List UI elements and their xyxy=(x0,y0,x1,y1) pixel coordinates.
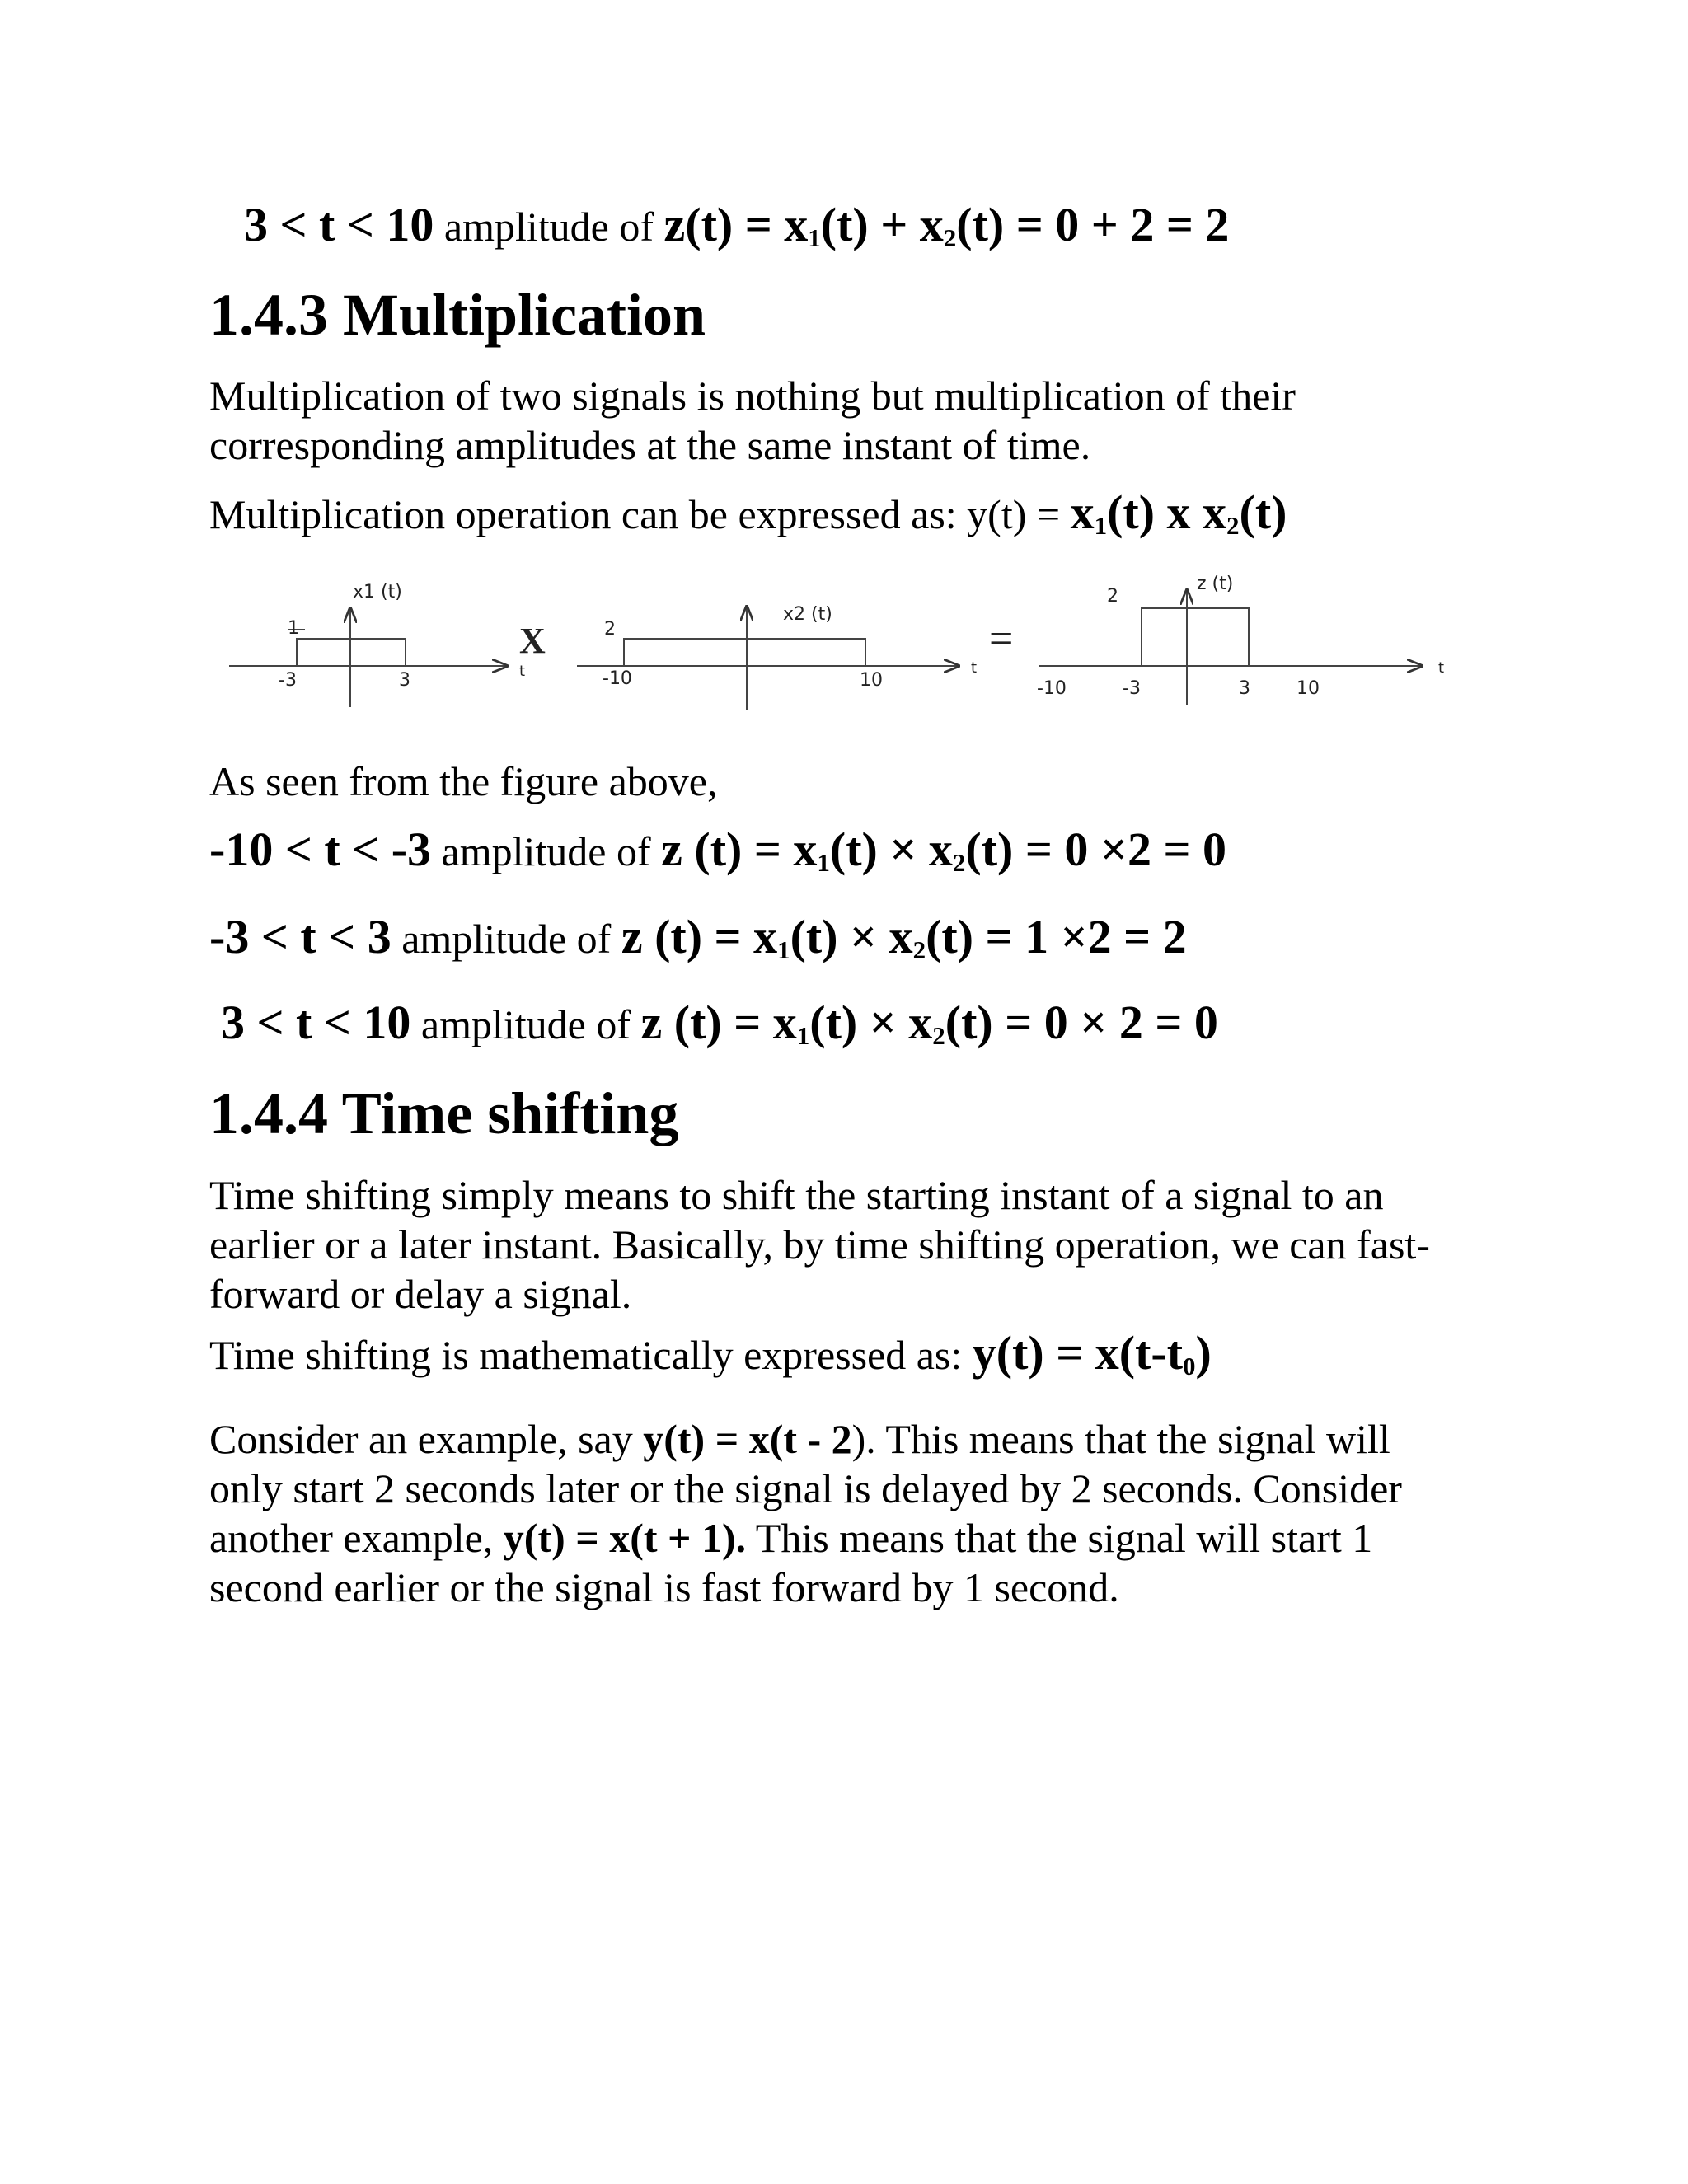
x2-label: x2 (t) xyxy=(783,604,832,625)
x1-label: x1 (t) xyxy=(353,582,402,602)
x1-amp-label: 1 xyxy=(288,618,299,639)
multiplication-expression: Multiplication operation can be expressed as: $y(t) = x_1(t)$ x $x_2(t)$ xyxy=(209,485,1287,540)
z-tick-neg3: -3 xyxy=(1123,678,1141,699)
x2-amp-label: 2 xyxy=(604,619,616,640)
case-line-3: 3 < t < 10 amplitude of z $(t) = x_1(t) \times x_2(t) = 0 \times 2 = 0$ xyxy=(221,996,1218,1050)
times-operator: X xyxy=(519,621,546,661)
z-tick-neg10: -10 xyxy=(1037,678,1067,699)
example-paragraph: Consider an example, say y(t) = x(t - 2). This means that the signal will only start 2 seconds later or the signal is delayed by 2 seconds. Consider another example, y(t) = x(t + 1). This means that the signal will start 1 second earlier or the signal is fast forward by 1 second. xyxy=(209,1416,1402,1610)
time-shifting-expression: Time shifting is mathematically expressed as: $y(t) = x(t-t_0)$ xyxy=(209,1326,1212,1380)
x1-tick-3: 3 xyxy=(399,670,410,691)
multiplication-figure xyxy=(0,560,1688,742)
heading-multiplication: 1.4.3 Multiplication xyxy=(209,282,706,348)
z-tick-3: 3 xyxy=(1239,678,1250,699)
x2-tick-10: 10 xyxy=(860,670,883,691)
heading-time-shifting: 1.4.4 Time shifting xyxy=(209,1080,679,1146)
z-tick-10: 10 xyxy=(1296,678,1320,699)
case-line-1: -10 < t < -3 amplitude of z $(t) = x_1(t) \times x_2(t) = 0 \times 2 = 0$ xyxy=(209,823,1226,877)
addition-result-line: 3 < t < 10 amplitude of $z(t) = x_1(t) + x_2(t) = 0 + 2 = 2$ xyxy=(244,198,1230,252)
x1-tick-neg3: -3 xyxy=(279,670,297,691)
x2-pulse xyxy=(624,639,865,666)
time-shifting-paragraph: Time shifting simply means to shift the starting instant of a signal to an earlier or a later instant. Basically, by time shifting operation, we can fast-forward or delay a signal. xyxy=(209,1172,1430,1317)
equals-operator: = xyxy=(989,616,1014,663)
x1-t-label: t xyxy=(519,663,526,680)
z-t-label: t xyxy=(1438,659,1445,677)
z-pulse xyxy=(1142,608,1249,666)
seen-line: As seen from the figure above, xyxy=(209,758,718,804)
multiplication-paragraph: Multiplication of two signals is nothing but multiplication of their corresponding amplitudes at the same instant of time. xyxy=(209,373,1296,468)
z-amp-label: 2 xyxy=(1107,586,1118,607)
x2-t-label: t xyxy=(971,659,978,677)
case-line-2: -3 < t < 3 amplitude of z $(t) = x_1(t) \times x_2(t) = 1 \times 2 = 2$ xyxy=(209,910,1187,964)
x2-tick-neg10: -10 xyxy=(603,668,632,689)
range: 3 < t < 10 xyxy=(244,198,434,251)
z-label: z (t) xyxy=(1197,574,1234,594)
